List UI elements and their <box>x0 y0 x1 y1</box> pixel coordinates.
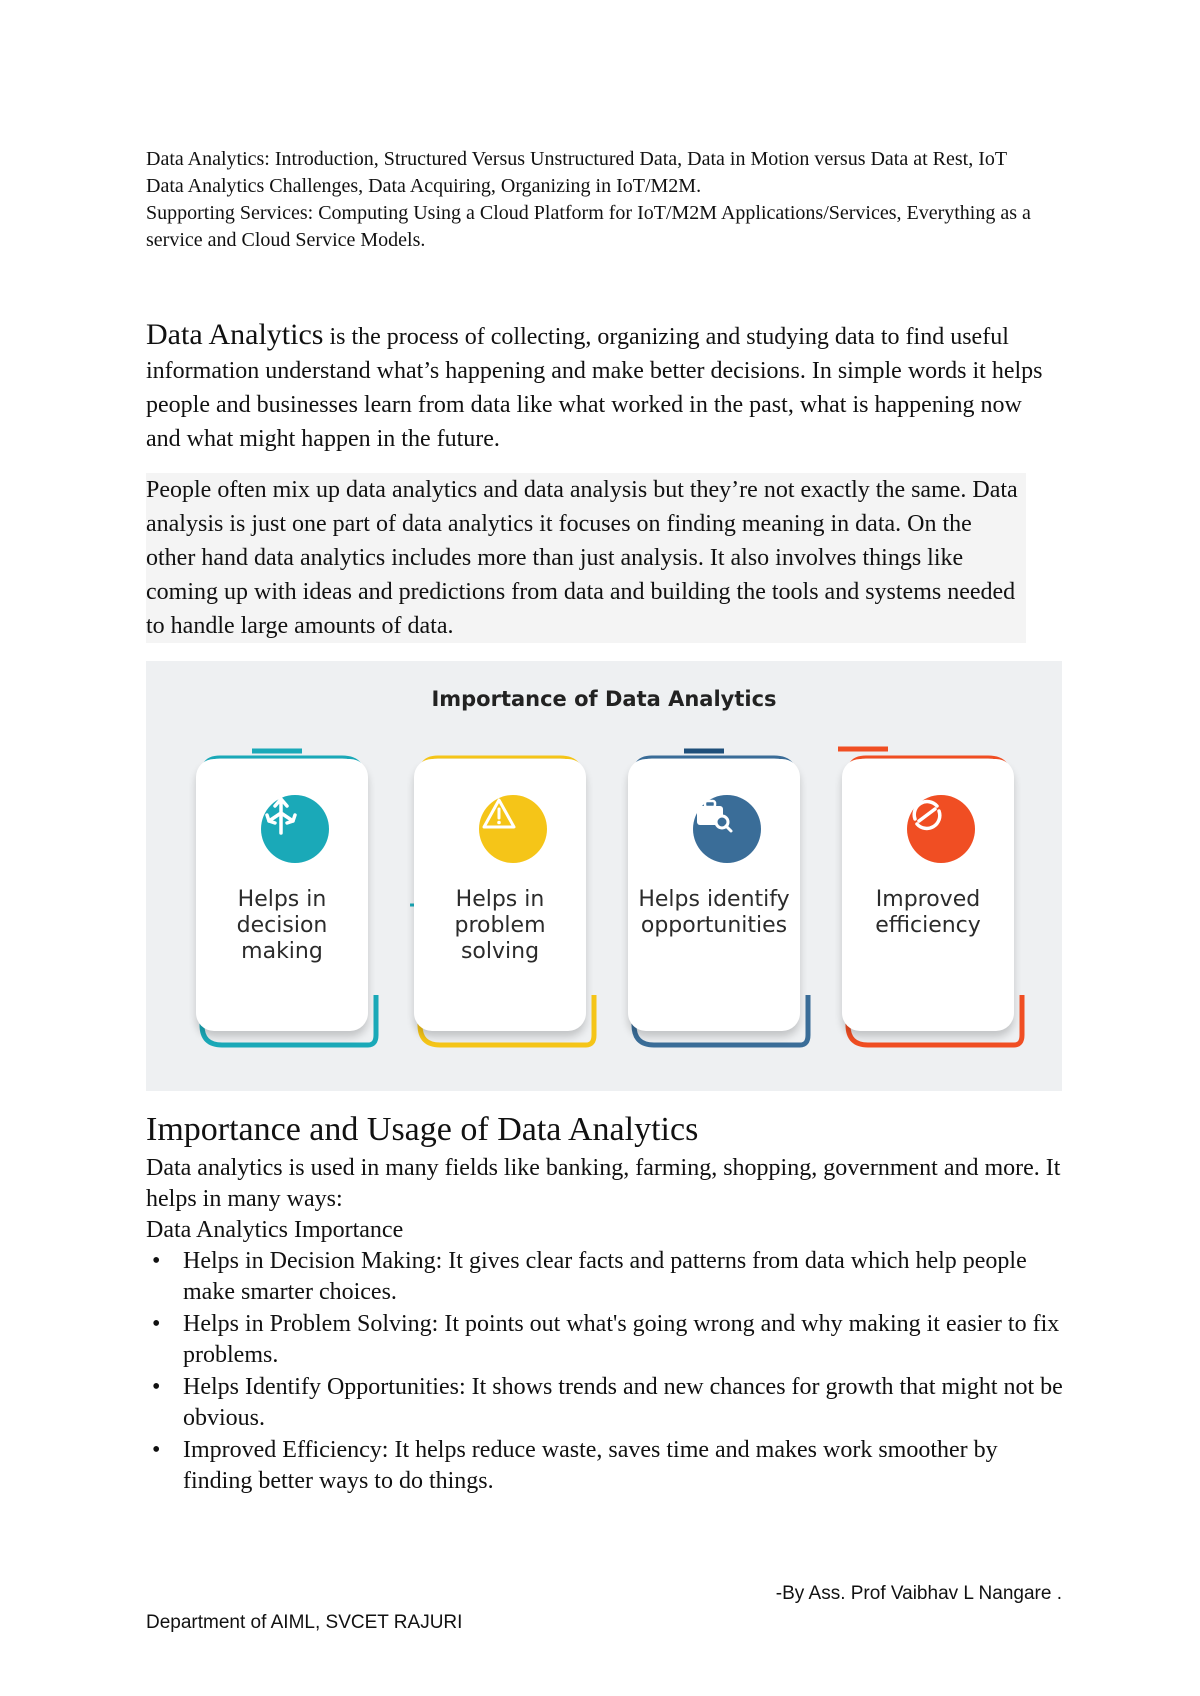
card-problem-solving <box>400 745 584 1045</box>
bullet-dot-icon: • <box>152 1311 161 1337</box>
bullet-dot-icon: • <box>152 1248 161 1274</box>
card-panel <box>196 759 368 1031</box>
syllabus-line-1: Data Analytics: Introduction, Structured Versus Unstructured Data, Data in Motion versus Data at Rest, IoT Data Analytics Challenges, Data Acquiring, Organizing in IoT/M2M. <box>146 148 1007 197</box>
list-item: • Improved Efficiency: It helps reduce waste, saves time and makes work smoother by finding better ways to do things. <box>152 1437 998 1494</box>
usage-intro-text: Data analytics is used in many fields like banking, farming, shopping, government and more. It helps in many ways: <box>146 1155 1061 1212</box>
card-label: Helps in decision making <box>236 887 328 964</box>
card-improved-efficiency <box>828 745 1012 1045</box>
card-label: Helps in problem solving <box>454 887 546 964</box>
intro-lead-term: Data Analytics <box>146 318 324 351</box>
section-heading: Importance and Usage of Data Analytics <box>146 1111 699 1148</box>
warning-search-icon <box>479 795 547 863</box>
importance-infographic <box>146 661 1062 1091</box>
footer-author: -By Ass. Prof Vaibhav L Nangare . <box>775 1583 1062 1604</box>
importance-subheading: Data Analytics Importance <box>146 1217 404 1243</box>
bullet-dot-icon: • <box>152 1437 161 1463</box>
footer-department: Department of AIML, SVCET RAJURI <box>146 1612 463 1633</box>
analytics-vs-analysis-paragraph <box>146 473 1026 643</box>
syllabus-line-2: Supporting Services: Computing Using a Cloud Platform for IoT/M2M Applications/Services, Everything as a service and Cloud Service Models. <box>146 202 1031 251</box>
card-panel <box>628 759 800 1031</box>
card-identify-opportunities <box>614 745 798 1045</box>
paragraph-2-text: People often mix up data analytics and data analysis but they’re not exactly the same. Data analysis is just one part of data analytics it focuses on finding meaning in data. On the other hand data analytics includes more than just analysis. It also involves things like coming up with ideas and predictions from data and building the tools and systems needed to handle large amounts of data. <box>146 477 1018 639</box>
intro-paragraph <box>146 318 1046 456</box>
bullet-dot-icon: • <box>152 1374 161 1400</box>
intro-text: is the process of collecting, organizing and studying data to find useful information understand what’s happening and make better decisions. In simple words it helps people and businesses learn from data like what worked in the past, what is happening now and what might happen in the future. <box>146 324 1043 452</box>
syllabus-block <box>146 146 1046 254</box>
list-item: • Helps Identify Opportunities: It shows trends and new chances for growth that might not be obvious. <box>152 1374 1063 1431</box>
card-decision-making <box>182 745 366 1045</box>
importance-bullet-list <box>146 1246 1066 1498</box>
efficiency-gauge-icon <box>907 795 975 863</box>
usage-intro-block <box>146 1153 1066 1246</box>
infographic-title: Importance of Data Analytics <box>431 687 777 711</box>
card-panel <box>414 759 586 1031</box>
card-panel <box>842 759 1014 1031</box>
card-label: Helps identify opportunities <box>638 887 790 938</box>
list-item: • Helps in Problem Solving: It points out what's going wrong and why making it easier to fix problems. <box>152 1311 1060 1368</box>
list-item: • Helps in Decision Making: It gives clear facts and patterns from data which help people make smarter choices. <box>152 1248 1027 1305</box>
split-arrows-icon <box>261 795 329 863</box>
briefcase-search-icon <box>693 795 761 863</box>
card-label: Improved efficiency <box>875 887 981 938</box>
